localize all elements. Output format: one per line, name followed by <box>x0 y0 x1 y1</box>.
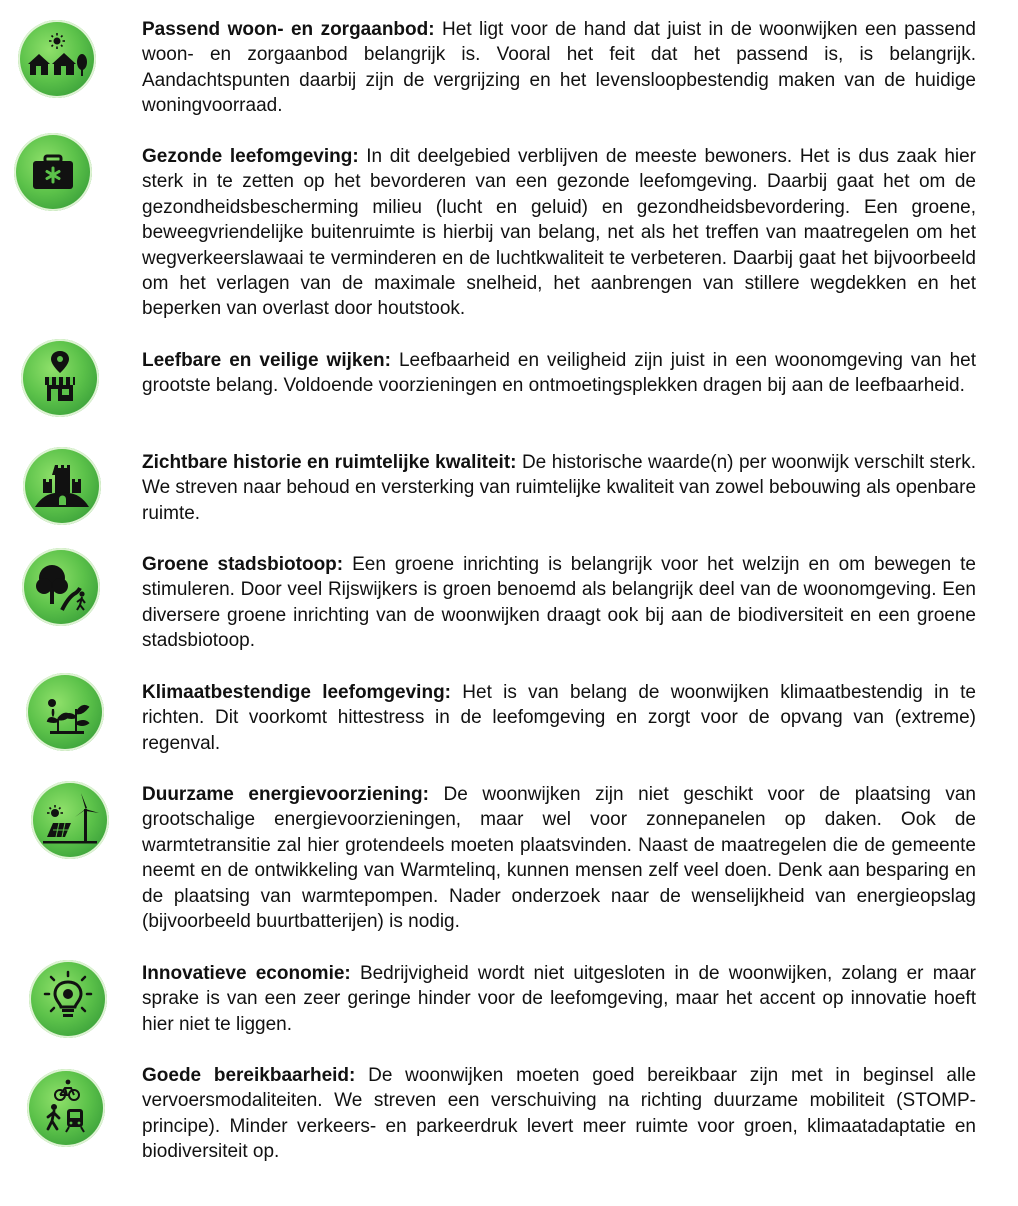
section-text <box>142 961 976 1037</box>
section-body: Het is van belang de woonwijken klimaatbestendig in te richten. Dit voorkomt hittestress in de leefomgeving en zorgt voor de opvang van (extreme) regenval. <box>142 682 976 754</box>
section-title: Klimaatbestendige leefomgeving: <box>142 682 451 703</box>
section-body: Het ligt voor de hand dat juist in de woonwijken een passend woon- en zorgaanbod belangrijk is. Vooral het feit dat het passend is, is belangrijk. Aandachtspunten daarbij zijn de vergrijzing en het levensloopbestendig maken van de huidige woningvoorraad. <box>142 19 977 117</box>
section-body: Een groene inrichting is belangrijk voor het welzijn en om bewegen te stimuleren. Door veel Rijswijkers is groen benoemd als belangrijk deel van de woonomgeving. Een diversere groene inrichting van de woonwijken draagt ook bij aan de biodiversiteit en een groene stadsbiotoop. <box>142 554 976 652</box>
section-body: De historische waarde(n) per woonwijk verschilt sterk. We streven naar behoud en versterking van ruimtelijke kwaliteit van zowel bebouwing als openbare ruimte. <box>142 452 977 524</box>
medical-kit-icon <box>14 133 92 211</box>
section-text <box>142 552 976 654</box>
section-text <box>142 450 976 526</box>
section-text <box>142 17 976 119</box>
wind-solar-icon <box>31 781 109 859</box>
section-text <box>142 1063 976 1165</box>
section-title: Gezonde leefomgeving: <box>142 146 359 167</box>
section-title: Passend woon- en zorgaanbod: <box>142 19 435 40</box>
section-title: Duurzame energievoorziening: <box>142 784 429 805</box>
shop-location-icon <box>21 339 99 417</box>
section-title: Leefbare en veilige wijken: <box>142 350 391 371</box>
section-text <box>142 782 976 934</box>
lightbulb-icon <box>29 960 107 1038</box>
section-body: In dit deelgebied verblijven de meeste bewoners. Het is dus zaak hier sterk in te zetten op het bevorderen van een gezonde leefomgeving. Daarbij gaat het om de gezondheidsbescherming milieu (lucht en geluid) en gezondheidsbevordering. Een groene, beweegvriendelijke buitenruimte is hierbij van belang, net als het treffen van maatregelen om het wegverkeerslawaai te verminderen en de luchtkwaliteit te verbeteren. Daarbij gaat het bijvoorbeeld om het verlagen van de maximale snelheid, het aanbrengen van stillere wegdekken en het beperken van overlast door houtstook. <box>142 146 977 320</box>
tree-walker-icon <box>22 548 100 626</box>
section-title: Zichtbare historie en ruimtelijke kwaliteit: <box>142 452 517 473</box>
section-body: De woonwijken moeten goed bereikbaar zijn met in beginsel alle vervoersmodaliteiten. We streven een verschuiving na richting duurzame mobiliteit (STOMP-principe). Minder verkeers- en parkeerdruk levert meer ruimte voor groen, klimaatadaptatie en biodiversiteit op. <box>142 1065 977 1163</box>
castle-icon <box>23 447 101 525</box>
section-text <box>142 144 976 322</box>
section-title: Innovatieve economie: <box>142 963 351 984</box>
houses-sun-icon <box>18 20 96 98</box>
plants-rain-icon <box>26 673 104 751</box>
section-title: Groene stadsbiotoop: <box>142 554 344 575</box>
section-body: Leefbaarheid en veiligheid zijn juist in een woonomgeving van het grootste belang. Voldoende voorzieningen en ontmoetingsplekken dragen bij aan de leefbaarheid. <box>142 350 976 397</box>
section-text <box>142 348 976 399</box>
section-text <box>142 680 976 756</box>
section-title: Goede bereikbaarheid: <box>142 1065 356 1086</box>
section-body: De woonwijken zijn niet geschikt voor de plaatsing van grootschalige energievoorzieningen, maar wel voor zonnepanelen op daken. Ook de warmtetransitie zal hier grotendeels moeten plaatsvinden. Naast de maatregelen die de gemeente neemt en de ontwikkeling van Warmtelinq, kunnen mensen zelf veel doen. Denk aan besparing en de plaatsing van warmtepompen. Nader onderzoek naar de wenselijkheid van energieopslag (bijvoorbeeld buurtbatterijen) is nodig. <box>142 784 976 933</box>
mobility-icon <box>27 1069 105 1147</box>
section-body: Bedrijvigheid wordt niet uitgesloten in de woonwijken, zolang er maar sprake is van een zeer geringe hinder voor de leefomgeving, maar het accent op innovatie hoeft hier niet te liggen. <box>142 963 976 1035</box>
